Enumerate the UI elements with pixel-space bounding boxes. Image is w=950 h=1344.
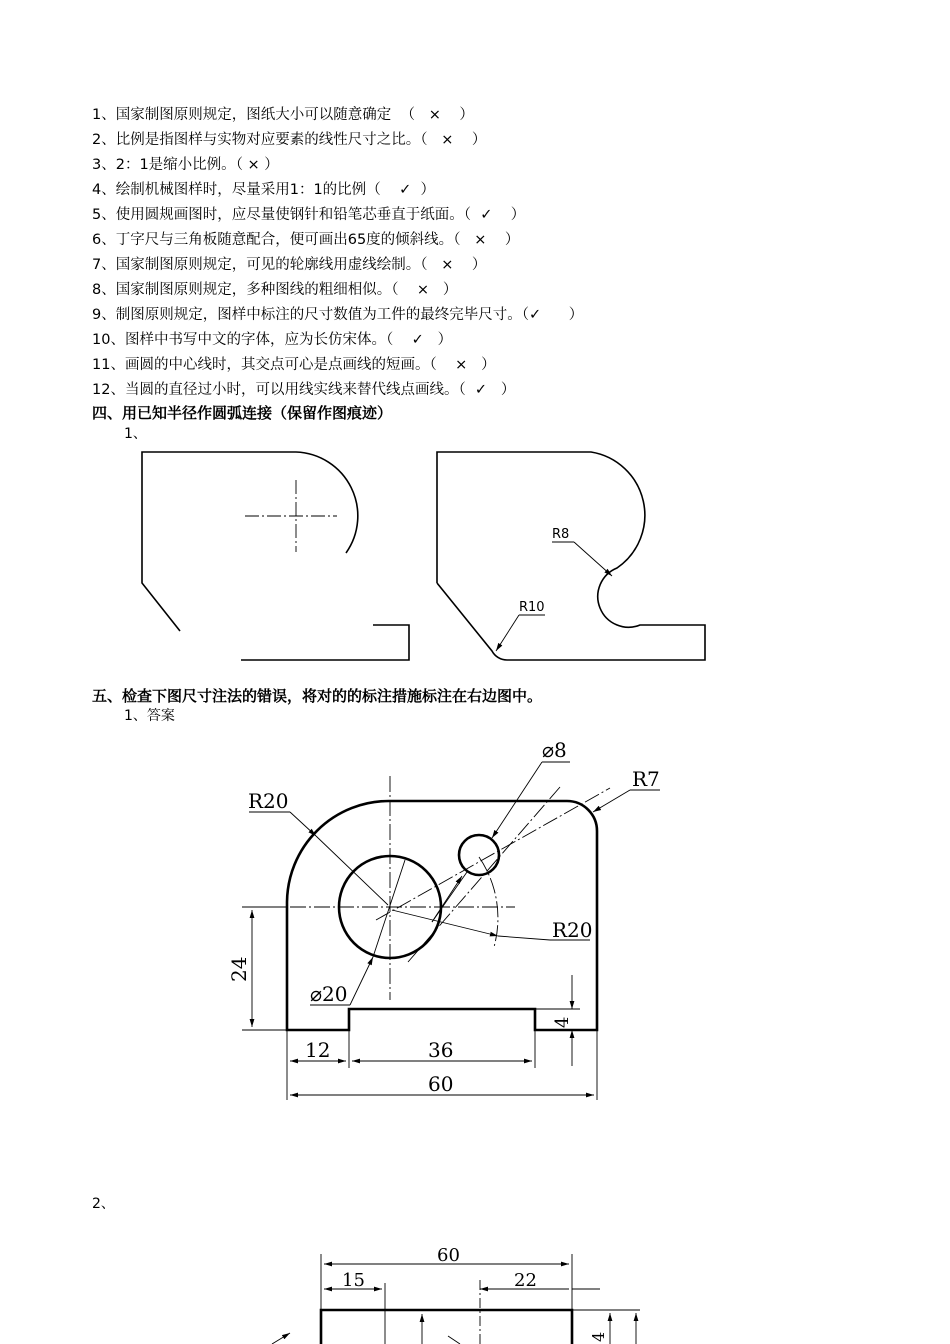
question-7: 7、国家制图原则规定，可见的轮廓线用虚线绘制。（ × ）: [92, 257, 487, 273]
label-22: 22: [514, 1270, 537, 1291]
label-d20: ⌀20: [310, 982, 348, 1006]
label-12: 12: [305, 1038, 331, 1062]
arc-exercise-left: [142, 452, 409, 660]
label-d8: ⌀8: [542, 738, 567, 762]
question-12: 12、当圆的直径过小时，可以用线实线来替代线点画线。（ ✓ ）: [92, 382, 516, 398]
section-4-heading: 四、用已知半径作圆弧连接（保留作图痕迹）: [92, 404, 393, 422]
label-r20-right: R20: [552, 918, 593, 942]
label-15: 15: [342, 1270, 365, 1291]
label-r10: R10: [519, 600, 545, 615]
label-r7: R7: [632, 767, 660, 791]
question-3: 3、2：1是缩小比例。（ × ）: [92, 157, 279, 173]
label-r8: R8: [552, 527, 570, 542]
label-24: 24: [227, 956, 251, 982]
label-4: 4: [552, 1016, 573, 1028]
question-6: 6、丁字尺与三角板随意配合，便可画出65度的倾斜线。（ × ）: [92, 232, 520, 248]
question-11: 11、画圆的中心线时，其交点可心是点画线的短画。（ × ）: [92, 357, 496, 373]
dimension-drawing-2: [272, 1245, 640, 1344]
question-9: 9、制图原则规定，图样中标注的尺寸数值为工件的最终完毕尺寸。（✓ ）: [92, 307, 584, 323]
question-8: 8、国家制图原则规定，多种图线的粗细相似。（ × ）: [92, 282, 458, 298]
label-60: 60: [428, 1072, 454, 1096]
question-1: 1、国家制图原则规定，图纸大小可以随意确定 （ × ）: [92, 107, 474, 123]
arc-exercise-right: [437, 452, 705, 660]
label-r20-top: R20: [248, 789, 289, 813]
section-5-item: 1、答案: [124, 708, 175, 724]
question-4: 4、绘制机械图样时，尽量采用1：1的比例（ ✓ ）: [92, 182, 435, 198]
label-36: 36: [428, 1038, 454, 1062]
section-5-heading: 五、检查下图尺寸注法的错误，将对的的标注措施标注在右边图中。: [92, 687, 543, 705]
label-4-b: 4: [589, 1331, 608, 1342]
section-6-item: 2、: [92, 1196, 115, 1212]
question-10: 10、图样中书写中文的字体，应为长仿宋体。（ ✓ ）: [92, 332, 453, 348]
label-60-b: 60: [437, 1245, 460, 1266]
dimension-drawing-1: [227, 738, 660, 1100]
question-5: 5、使用圆规画图时，应尽量使钢针和铅笔芯垂直于纸面。（ ✓ ）: [92, 207, 526, 223]
question-2: 2、比例是指图样与实物对应要素的线性尺寸之比。（ × ）: [92, 132, 487, 148]
section-4-item: 1、: [124, 426, 147, 442]
